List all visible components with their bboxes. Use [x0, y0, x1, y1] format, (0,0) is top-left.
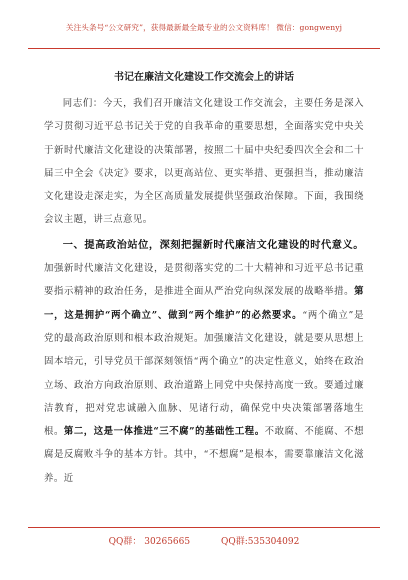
document-title: 书记在廉洁文化建设工作交流会上的讲话: [114, 72, 294, 83]
document-body: [44, 92, 364, 490]
point-1-heading: 第一，这是拥护“两个确立”、做到“两个维护”的必然要求。: [44, 286, 364, 321]
point-2-text: 不敢腐、不能腐、不想腐是反腐败斗争的基本方针。其中，“不想腐”是根本，需要靠廉洁文化滋养。近: [44, 426, 364, 484]
page-footer: [0, 534, 408, 547]
point-2-heading: 第二，这是一体推进“三不腐”的基础性工程。: [63, 426, 265, 438]
footer-divider: [28, 527, 380, 528]
page-header-banner: 关注头条号“公文研究”，获得最新最全最专业的公文资料库！ 微信：gongwenyj: [65, 23, 343, 32]
opening-paragraph: 同志们：今天，我们召开廉洁文化建设工作交流会，主要任务是深入学习贯彻习近平总书记关于党的自我革命的重要思想，全面落实党中央关于新时代廉洁文化建设的决策部署，按照二十届中央纪委四次全会和二十届三中全会《决定》要求，以更高站位、更实举措、更强担当，推动廉洁文化建设走深走实，为全区高质量发展提供坚强政治保障。下面，我围绕会议主题，讲三点意见。: [44, 98, 364, 226]
point-1-text: “两个确立”是党的最高政治原则和根本政治规矩。加强廉洁文化建设，就是要从思想上固本培元，引导党员干部深刻领悟“两个确立”的决定性意义，始终在政治立场、政治方向政治原则、政治道路上同党中央保持高度一致。要通过廉洁教育，把对党忠诚融入血脉、见诸行动，确保党中央决策部署落地生根。: [44, 309, 365, 438]
section-1-heading: 一、提高政治站位，深刻把握新时代廉洁文化建设的时代意义。: [62, 238, 364, 251]
header-divider: [28, 48, 380, 49]
footer-qq-group-1: QQ群： 30265665: [108, 537, 191, 547]
section-1-intro: 加强新时代廉洁文化建设，是贯彻落实党的二十大精神和习近平总书记重要指示精神的政治任务，是推进全面从严治党向纵深发展的战略举措。: [44, 263, 364, 298]
footer-qq-group-2: QQ群:535304092: [220, 537, 300, 547]
section-1-paragraph: [44, 234, 364, 490]
